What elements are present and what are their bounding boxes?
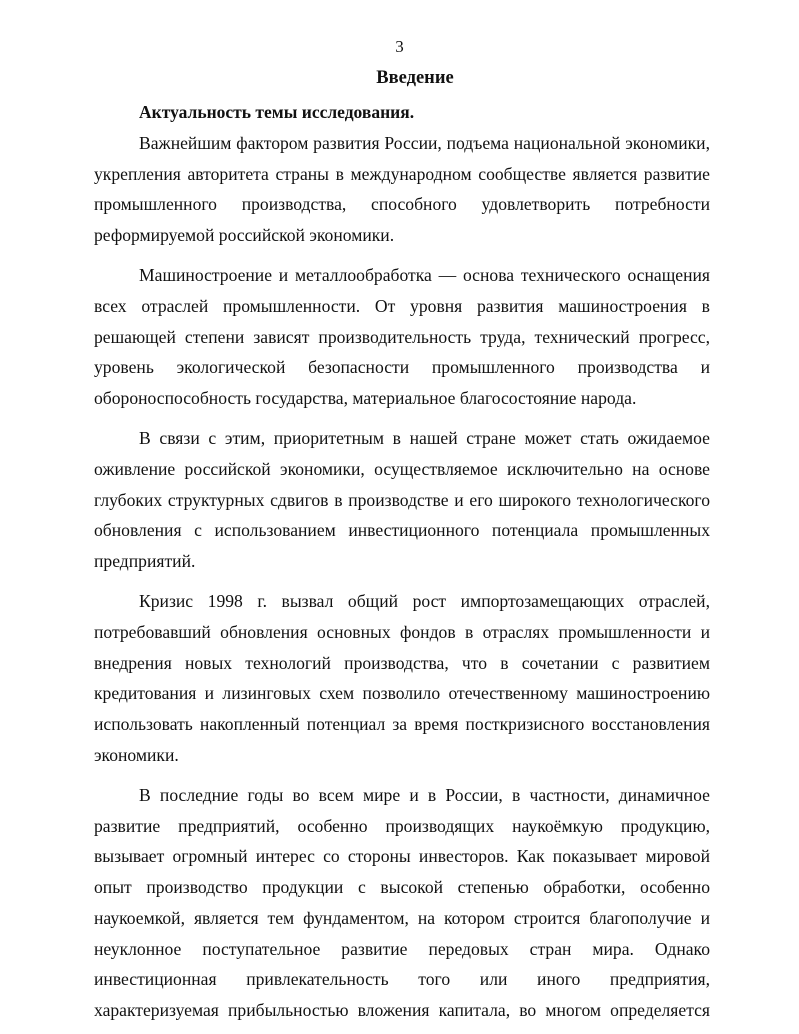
- body-text: [94, 128, 710, 1026]
- page-title: Введение: [376, 68, 454, 88]
- paragraph: В связи с этим, приоритетным в нашей стране может стать ожидаемое оживление российской экономики, осуществляемое исключительно на основе глубоких структурных сдвигов в производстве и его широкого технологического обновления с использованием инвестиционного потенциала промышленных предприятий.: [94, 428, 710, 572]
- page-number: 3: [395, 37, 404, 56]
- section-subtitle: Актуальность темы исследования.: [139, 102, 415, 122]
- paragraph: Машиностроение и металлообработка — основа технического оснащения всех отраслей промышленности. От уровня развития машиностроения в решающей степени зависят производительность труда, технический прогресс, уровень экологической безопасности промышленного производства и обороноспособность государства, материальное благосостояние народа.: [94, 265, 710, 409]
- paragraph: Важнейшим фактором развития России, подъема национальной экономики, укрепления авторитета страны в международном сообществе является развитие промышленного производства, способного удовлетворить потребности реформируемой российской экономики.: [94, 133, 710, 246]
- paragraph: Кризис 1998 г. вызвал общий рост импортозамещающих отраслей, потребовавший обновления основных фондов в отраслях промышленности и внедрения новых технологий производства, что в сочетании с развитием кредитования и лизинговых схем позволило отечественному машиностроению использовать накопленный потенциал за время посткризисного восстановления экономики.: [94, 591, 710, 765]
- paragraph: В последние годы во всем мире и в России, в частности, динамичное развитие предприятий, особенно производящих наукоёмкую продукцию, вызывает огромный интерес со стороны инвесторов. Как показывает мировой опыт производство продукции с высокой степенью обработки, особенно наукоемкой, является тем фундаментом, на котором строится благополучие и неуклонное поступательное развитие передовых стран мира. Однако инвестиционная привлекательность того или иного предприятия, характеризуемая прибыльностью вложения капитала, во многом определяется: [94, 785, 710, 1020]
